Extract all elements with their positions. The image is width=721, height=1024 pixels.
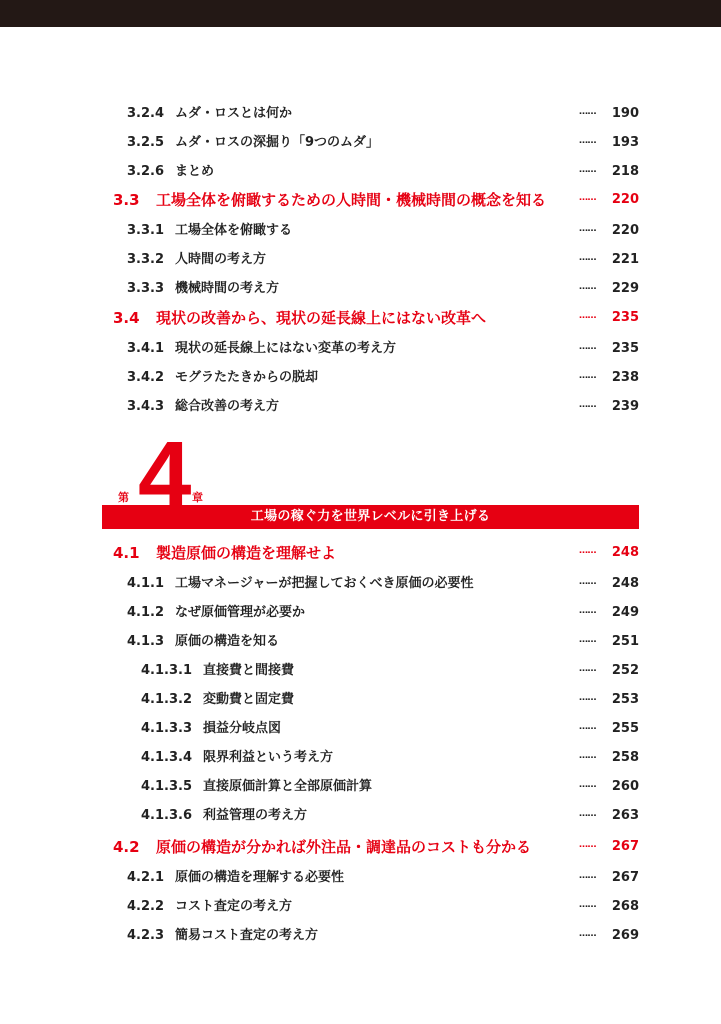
entry-page: 252 [611, 663, 639, 678]
toc-subentry[interactable] [0, 777, 721, 797]
toc-section-entry[interactable] [0, 308, 721, 328]
entry-page: 238 [611, 370, 639, 385]
entry-number: 4.1.3.3 [141, 721, 192, 736]
leader-dots: …… [579, 751, 596, 761]
entry-page: 239 [611, 399, 639, 414]
toc-entry[interactable] [0, 279, 721, 299]
entry-number: 4.2.1 [127, 870, 165, 885]
entry-page: 260 [611, 779, 639, 794]
entry-page: 235 [611, 341, 639, 356]
entry-number: 4.1.3.1 [141, 663, 192, 678]
toc-entry[interactable] [0, 574, 721, 594]
entry-number: 3.4.1 [127, 341, 165, 356]
toc-section-entry[interactable] [0, 543, 721, 563]
entry-page: 268 [611, 899, 639, 914]
chapter-suffix: 章 [192, 491, 203, 504]
toc-entry[interactable] [0, 250, 721, 270]
leader-dots: …… [579, 809, 596, 819]
entry-title: 限界利益という考え方 [203, 750, 334, 765]
toc-subentry[interactable] [0, 661, 721, 681]
entry-number: 4.2.2 [127, 899, 165, 914]
entry-title: 機械時間の考え方 [175, 281, 280, 296]
entry-number: 4.1 [113, 544, 140, 562]
leader-dots: …… [579, 342, 596, 352]
toc-subentry[interactable] [0, 806, 721, 826]
entry-title: 損益分岐点図 [203, 721, 282, 736]
entry-page: 248 [611, 576, 639, 591]
leader-dots: …… [579, 635, 596, 645]
entry-page: 263 [611, 808, 639, 823]
entry-page: 269 [611, 928, 639, 943]
toc-subentry[interactable] [0, 748, 721, 768]
entry-page: 258 [611, 750, 639, 765]
entry-page: 235 [611, 310, 639, 325]
entry-title: 工場全体を俯瞰する [175, 223, 293, 238]
entry-title: コスト査定の考え方 [175, 899, 293, 914]
entry-title: 利益管理の考え方 [203, 808, 308, 823]
toc-entry[interactable] [0, 397, 721, 417]
leader-dots: …… [579, 311, 596, 321]
leader-dots: …… [579, 840, 596, 850]
entry-number: 3.2.5 [127, 135, 165, 150]
entry-number: 4.1.3.5 [141, 779, 192, 794]
entry-title: 変動費と固定費 [203, 692, 295, 707]
entry-number: 3.2.6 [127, 164, 165, 179]
entry-number: 4.1.1 [127, 576, 165, 591]
entry-page: 255 [611, 721, 639, 736]
toc-section-entry[interactable] [0, 837, 721, 857]
entry-page: 221 [611, 252, 639, 267]
chapter-prefix: 第 [118, 491, 129, 504]
entry-title: 製造原価の構造を理解せよ [156, 544, 337, 562]
entry-title: 直接原価計算と全部原価計算 [203, 779, 373, 794]
entry-number: 4.1.3.6 [141, 808, 192, 823]
toc-subentry[interactable] [0, 690, 721, 710]
leader-dots: …… [579, 871, 596, 881]
entry-number: 4.1.2 [127, 605, 165, 620]
entry-number: 3.3.2 [127, 252, 165, 267]
entry-title: モグラたたきからの脱却 [175, 370, 319, 385]
leader-dots: …… [579, 400, 596, 410]
leader-dots: …… [579, 929, 596, 939]
top-band [0, 0, 721, 27]
entry-number: 4.1.3.4 [141, 750, 192, 765]
toc-entry[interactable] [0, 221, 721, 241]
entry-title: なぜ原価管理が必要か [175, 605, 306, 620]
leader-dots: …… [579, 193, 596, 203]
entry-page: 267 [611, 839, 639, 854]
leader-dots: …… [579, 722, 596, 732]
entry-number: 4.2 [113, 838, 140, 856]
toc-entry[interactable] [0, 897, 721, 917]
leader-dots: …… [579, 780, 596, 790]
leader-dots: …… [579, 165, 596, 175]
entry-title: 現状の延長線上にはない変革の考え方 [175, 341, 397, 356]
entry-number: 3.3.1 [127, 223, 165, 238]
entry-page: 251 [611, 634, 639, 649]
toc-entry[interactable] [0, 368, 721, 388]
toc-entry[interactable] [0, 632, 721, 652]
leader-dots: …… [579, 224, 596, 234]
entry-number: 4.1.3.2 [141, 692, 192, 707]
entry-title: 原価の構造を知る [175, 634, 280, 649]
toc-entry[interactable] [0, 603, 721, 623]
entry-page: 253 [611, 692, 639, 707]
entry-number: 3.4 [113, 309, 140, 327]
entry-title: ムダ・ロスの深掘り「9つのムダ」 [175, 135, 380, 150]
leader-dots: …… [579, 371, 596, 381]
entry-number: 4.1.3 [127, 634, 165, 649]
entry-number: 3.3.3 [127, 281, 165, 296]
entry-page: 220 [611, 223, 639, 238]
entry-number: 3.4.2 [127, 370, 165, 385]
entry-title: 直接費と間接費 [203, 663, 295, 678]
entry-title: 工場全体を俯瞰するための人時間・機械時間の概念を知る [156, 191, 547, 209]
toc-entry[interactable] [0, 339, 721, 359]
entry-page: 229 [611, 281, 639, 296]
leader-dots: …… [579, 107, 596, 117]
entry-title: 原価の構造が分かれば外注品・調達品のコストも分かる [156, 838, 532, 856]
leader-dots: …… [579, 693, 596, 703]
entry-page: 249 [611, 605, 639, 620]
entry-title: 現状の改善から、現状の延長線上にはない改革へ [156, 309, 487, 327]
entry-page: 218 [611, 164, 639, 179]
entry-title: 工場マネージャーが把握しておくべき原価の必要性 [175, 576, 474, 591]
entry-title: 簡易コスト査定の考え方 [175, 928, 319, 943]
entry-page: 267 [611, 870, 639, 885]
entry-page: 193 [611, 135, 639, 150]
leader-dots: …… [579, 136, 596, 146]
entry-page: 248 [611, 545, 639, 560]
toc-subentry[interactable] [0, 719, 721, 739]
entry-page: 190 [611, 106, 639, 121]
entry-number: 3.4.3 [127, 399, 165, 414]
toc-entry[interactable] [0, 926, 721, 946]
leader-dots: …… [579, 900, 596, 910]
entry-page: 220 [611, 192, 639, 207]
leader-dots: …… [579, 282, 596, 292]
leader-dots: …… [579, 606, 596, 616]
chapter-title: 工場の稼ぐ力を世界レベルに引き上げる [250, 509, 491, 524]
entry-title: 原価の構造を理解する必要性 [175, 870, 345, 885]
leader-dots: …… [579, 664, 596, 674]
toc-entry[interactable] [0, 868, 721, 888]
entry-number: 3.2.4 [127, 106, 165, 121]
toc-section-entry[interactable] [0, 190, 721, 210]
entry-number: 4.2.3 [127, 928, 165, 943]
entry-title: まとめ [175, 164, 215, 179]
chapter-header [102, 422, 639, 530]
leader-dots: …… [579, 577, 596, 587]
leader-dots: …… [579, 546, 596, 556]
toc-entry[interactable] [0, 162, 721, 182]
leader-dots: …… [579, 253, 596, 263]
chapter-number: 4 [138, 422, 192, 529]
entry-title: 総合改善の考え方 [175, 399, 280, 414]
toc-entry[interactable] [0, 133, 721, 153]
entry-number: 3.3 [113, 191, 140, 209]
toc-entry[interactable] [0, 104, 721, 124]
entry-title: ムダ・ロスとは何か [175, 106, 293, 121]
entry-title: 人時間の考え方 [175, 252, 267, 267]
